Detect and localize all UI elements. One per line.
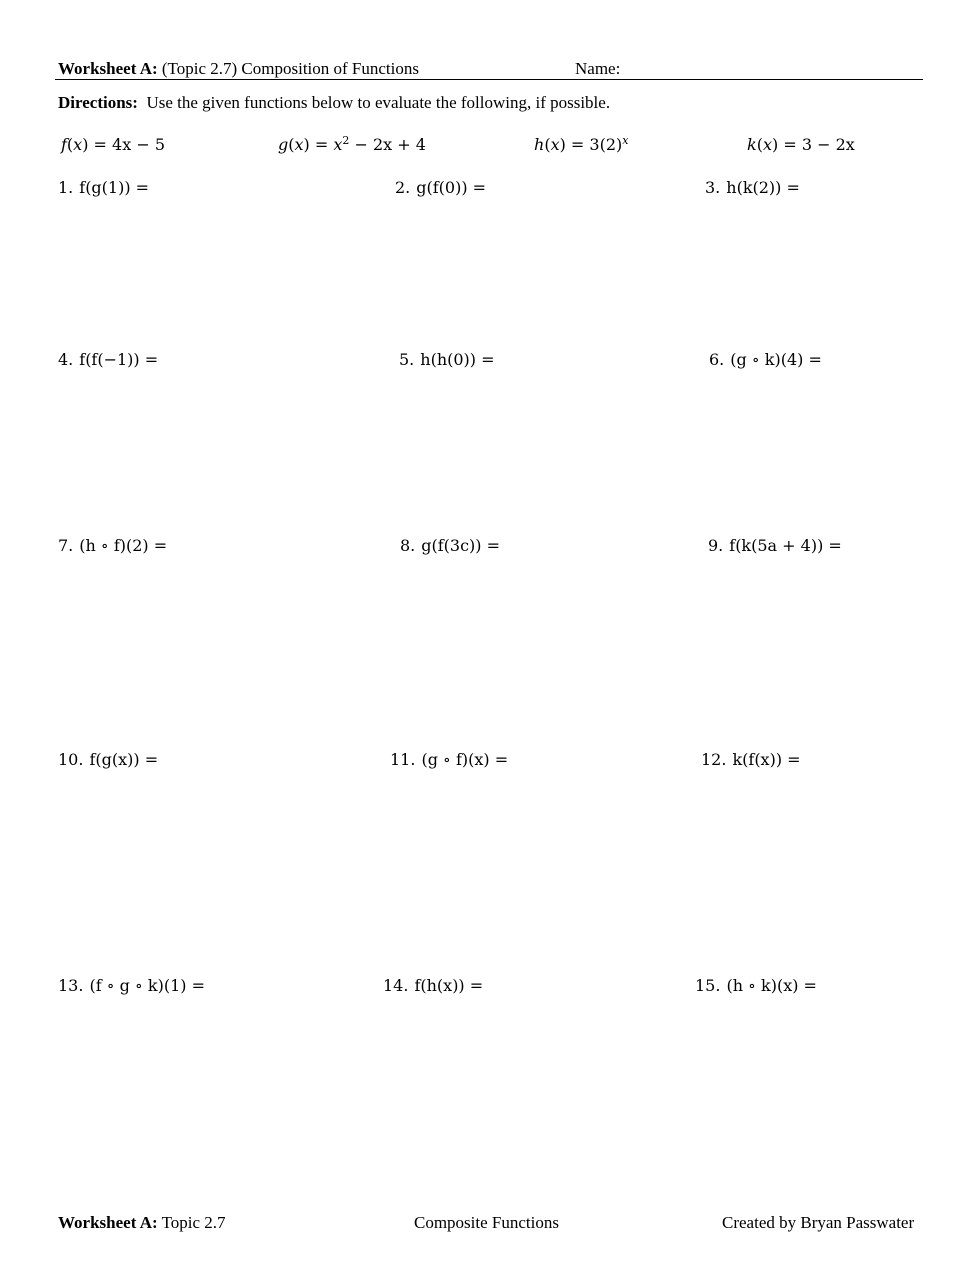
function-rhs: 3(2) xyxy=(589,135,623,154)
problem-number: 3. xyxy=(705,178,721,197)
problem-number: 12. xyxy=(701,750,727,769)
function-variable: x xyxy=(73,135,83,154)
function-name: g xyxy=(278,135,289,154)
function-exponent: 2 xyxy=(342,134,350,147)
problem-number: 11. xyxy=(390,750,416,769)
problem-number: 4. xyxy=(58,350,74,369)
directions xyxy=(58,93,610,113)
footer-credit: Created by Bryan Passwater xyxy=(722,1213,915,1232)
problem-expression: g(f(3c)) = xyxy=(421,536,501,555)
function-name: k xyxy=(747,135,757,154)
problem-number: 10. xyxy=(58,750,84,769)
problem-1 xyxy=(58,178,149,197)
problem-expression: (g ∘ f)(x) = xyxy=(421,750,509,769)
function-g-definition: $g(x) = x^2 - 2x + 4$ xyxy=(278,134,426,154)
directions-text: Use the given functions below to evaluate the following, if possible. xyxy=(146,93,611,112)
function-rhs: x xyxy=(333,135,343,154)
function-f-definition: f(x) = 4x − 5 xyxy=(61,135,165,154)
function-exponent: x xyxy=(622,134,629,147)
problem-number: 9. xyxy=(708,536,724,555)
problem-number: 13. xyxy=(58,976,84,995)
problem-expression: f(h(x)) = xyxy=(414,976,484,995)
function-rhs: 3 − 2x xyxy=(801,135,855,154)
problem-14 xyxy=(383,976,483,995)
problem-expression: (f ∘ g ∘ k)(1) = xyxy=(89,976,205,995)
problem-5 xyxy=(399,350,495,369)
function-name: h xyxy=(534,135,545,154)
problem-3 xyxy=(705,178,800,197)
problem-number: 15. xyxy=(695,976,721,995)
function-name: f xyxy=(61,135,67,154)
function-variable: x xyxy=(762,135,772,154)
problem-number: 2. xyxy=(395,178,411,197)
problem-expression: f(f(−1)) = xyxy=(79,350,159,369)
problem-8 xyxy=(400,536,500,555)
problem-expression: (h ∘ f)(2) = xyxy=(79,536,168,555)
problem-12 xyxy=(701,750,801,769)
function-variable: x xyxy=(550,135,560,154)
problem-15 xyxy=(695,976,817,995)
problem-13 xyxy=(58,976,205,995)
worksheet-label: Worksheet A: xyxy=(58,59,158,78)
problem-number: 6. xyxy=(709,350,725,369)
problem-7 xyxy=(58,536,167,555)
problem-expression: (h ∘ k)(x) = xyxy=(726,976,817,995)
problem-number: 8. xyxy=(400,536,416,555)
footer-topic: Topic 2.7 xyxy=(161,1213,226,1232)
problem-expression: k(f(x)) = xyxy=(732,750,801,769)
problem-4 xyxy=(58,350,158,369)
footer-worksheet-label: Worksheet A: xyxy=(58,1213,158,1232)
function-variable: x xyxy=(294,135,304,154)
problem-6 xyxy=(709,350,822,369)
problem-expression: g(f(0)) = xyxy=(416,178,487,197)
function-rhs-tail: − 2x + 4 xyxy=(349,135,426,154)
header-rule xyxy=(55,79,923,80)
problem-10 xyxy=(58,750,158,769)
problem-2 xyxy=(395,178,486,197)
problem-expression: h(k(2)) = xyxy=(726,178,800,197)
function-h-definition: $h(x) = 3(2)^x$ xyxy=(534,134,629,154)
problem-expression: f(g(x)) = xyxy=(89,750,159,769)
problem-number: 14. xyxy=(383,976,409,995)
problem-9 xyxy=(708,536,842,555)
problem-expression: h(h(0)) = xyxy=(420,350,495,369)
problem-11 xyxy=(390,750,508,769)
name-label: Name: xyxy=(575,59,621,78)
problem-number: 5. xyxy=(399,350,415,369)
problem-number: 7. xyxy=(58,536,74,555)
problem-expression: (g ∘ k)(4) = xyxy=(730,350,822,369)
function-k-definition: k(x) = 3 − 2x xyxy=(747,135,855,154)
problem-expression: f(g(1)) = xyxy=(79,178,150,197)
directions-label: Directions: xyxy=(58,93,138,112)
problem-number: 1. xyxy=(58,178,74,197)
function-rhs: 4x − 5 xyxy=(112,135,165,154)
footer-center: Composite Functions xyxy=(414,1213,559,1232)
worksheet-header xyxy=(58,59,419,79)
worksheet-title: (Topic 2.7) Composition of Functions xyxy=(161,59,419,78)
footer-left xyxy=(58,1213,226,1233)
problem-expression: f(k(5a + 4)) = xyxy=(729,536,842,555)
